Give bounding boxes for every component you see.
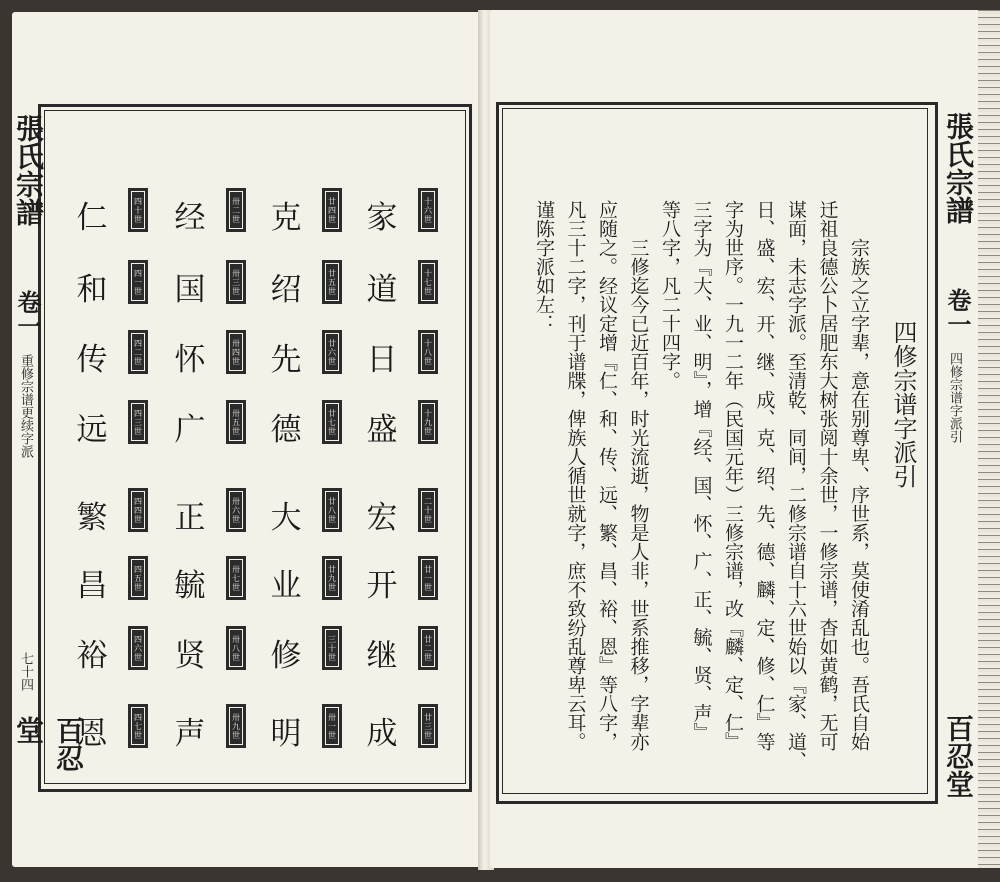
generation-char: 正	[174, 500, 206, 536]
generation-char: 先	[270, 342, 302, 378]
preface-line: 应随之。经议定增『仁、和、传、远、繁、昌、裕、恩』等八字，	[596, 200, 618, 751]
preface-line: 日、盛、宏、开、继、成、克、绍、先、德、麟、定、修、仁』等	[753, 200, 776, 751]
generation-badge: 廿四世	[322, 188, 342, 232]
left-page	[12, 12, 482, 867]
generation-char: 宏	[366, 500, 398, 536]
generation-badge: 卅一世	[322, 704, 342, 748]
preface-line: 宗族之立字辈，意在别尊卑、序世系，莫使淆乱也。吾氏自始	[848, 238, 870, 751]
generation-badge: 四五世	[128, 556, 148, 600]
generation-char: 经	[174, 200, 206, 236]
left-page-number: 七十四	[18, 652, 33, 691]
preface-line: 字为世序。一九一二年（民国元年）三修宗谱，改『麟、定、仁』	[722, 200, 744, 751]
generation-badge: 卅二世	[226, 188, 246, 232]
generation-badge: 十六世	[418, 188, 438, 232]
generation-badge: 四四世	[128, 488, 148, 532]
generation-badge: 三十世	[322, 626, 342, 670]
left-juan: 卷一	[13, 290, 42, 338]
generation-badge: 廿三世	[418, 704, 438, 748]
generation-badge: 二十世	[418, 488, 438, 532]
generation-char: 裕	[76, 638, 108, 674]
generation-badge: 廿五世	[322, 260, 342, 304]
generation-badge: 廿二世	[418, 626, 438, 670]
generation-badge: 廿八世	[322, 488, 342, 532]
generation-badge: 廿九世	[322, 556, 342, 600]
heading-column	[878, 108, 924, 792]
generation-char: 毓	[174, 568, 206, 604]
generation-badge: 廿七世	[322, 400, 342, 444]
generation-badge: 四三世	[128, 400, 148, 444]
generation-badge: 卅六世	[226, 488, 246, 532]
generation-char: 贤	[174, 638, 206, 674]
generation-char: 昌	[76, 568, 108, 604]
generation-char: 绍	[270, 272, 302, 308]
generation-char: 继	[366, 638, 398, 674]
generation-badge: 卅三世	[226, 260, 246, 304]
generation-char: 广	[174, 412, 206, 448]
generation-char: 道	[366, 272, 398, 308]
generation-char: 日	[366, 342, 398, 378]
generation-badge: 四七世	[128, 704, 148, 748]
generation-badge: 卅九世	[226, 704, 246, 748]
right-section-title: 四修宗谱字派引	[947, 352, 962, 443]
preface-line: 凡三十二字，刊于谱牒，俾族人循世就字，庶不致纷乱尊卑云耳。	[564, 200, 587, 751]
generation-badge: 四六世	[128, 626, 148, 670]
generation-char: 仁	[76, 200, 108, 236]
generation-char: 传	[76, 342, 108, 378]
right-page	[490, 10, 990, 868]
generation-char: 怀	[174, 342, 206, 378]
left-margin-column	[12, 104, 85, 790]
generation-char: 业	[270, 568, 302, 604]
generation-char: 开	[366, 568, 398, 604]
generation-char: 成	[366, 716, 398, 752]
preface-line: 迁祖良德公卜居肥东大树张阅十余世，一修宗谱，杳如黄鹤，无可	[816, 200, 839, 751]
generation-char: 声	[174, 716, 206, 752]
right-juan: 卷一	[943, 288, 972, 336]
generation-char: 恩	[76, 716, 108, 752]
generation-badge: 卅八世	[226, 626, 246, 670]
preface-line: 三字为『大、业、明』，增『经、国、怀、广、正、毓、贤、声』	[690, 200, 713, 742]
generation-char: 大	[270, 500, 302, 536]
generation-badge: 卅七世	[226, 556, 246, 600]
right-hall-name: 百忍堂	[942, 714, 975, 798]
generation-char: 克	[270, 200, 302, 236]
left-side-title: 張氏宗譜	[12, 114, 45, 226]
generation-badge: 卅四世	[226, 330, 246, 374]
page-edge-stripes	[978, 10, 1000, 868]
generation-char: 家	[366, 200, 398, 236]
generation-char: 远	[76, 412, 108, 448]
generation-char: 盛	[366, 412, 398, 448]
generation-char: 国	[174, 272, 206, 308]
right-margin-column	[935, 102, 975, 798]
left-section-title: 重修宗谱更续字派	[18, 354, 33, 458]
section-heading: 四修宗谱字派引	[889, 320, 917, 488]
generation-badge: 十七世	[418, 260, 438, 304]
generation-char: 繁	[76, 500, 108, 536]
generation-badge: 十八世	[418, 330, 438, 374]
generation-badge: 廿六世	[322, 330, 342, 374]
left-hall-name: 百忍堂	[12, 716, 85, 772]
generation-badge: 卅五世	[226, 400, 246, 444]
generation-char: 修	[270, 638, 302, 674]
generation-char: 和	[76, 272, 108, 308]
preface-line: 等八字，凡二十四字。	[659, 200, 681, 390]
generation-badge: 四一世	[128, 260, 148, 304]
generation-badge: 四十世	[128, 188, 148, 232]
right-side-title: 張氏宗譜	[942, 112, 975, 224]
generation-char: 德	[270, 412, 302, 448]
generation-char: 明	[270, 716, 302, 752]
generation-badge: 十九世	[418, 400, 438, 444]
preface-line: 谨陈字派如左：	[533, 200, 555, 333]
preface-line: 谋面，未志字派。至清乾、同间，二修宗谱自十六世始以『家、道、	[785, 200, 807, 770]
preface-line: 三修迄今已近百年，时光流逝，物是人非，世系推移，字辈亦	[627, 238, 650, 751]
generation-badge: 四二世	[128, 330, 148, 374]
generation-badge: 廿一世	[418, 556, 438, 600]
